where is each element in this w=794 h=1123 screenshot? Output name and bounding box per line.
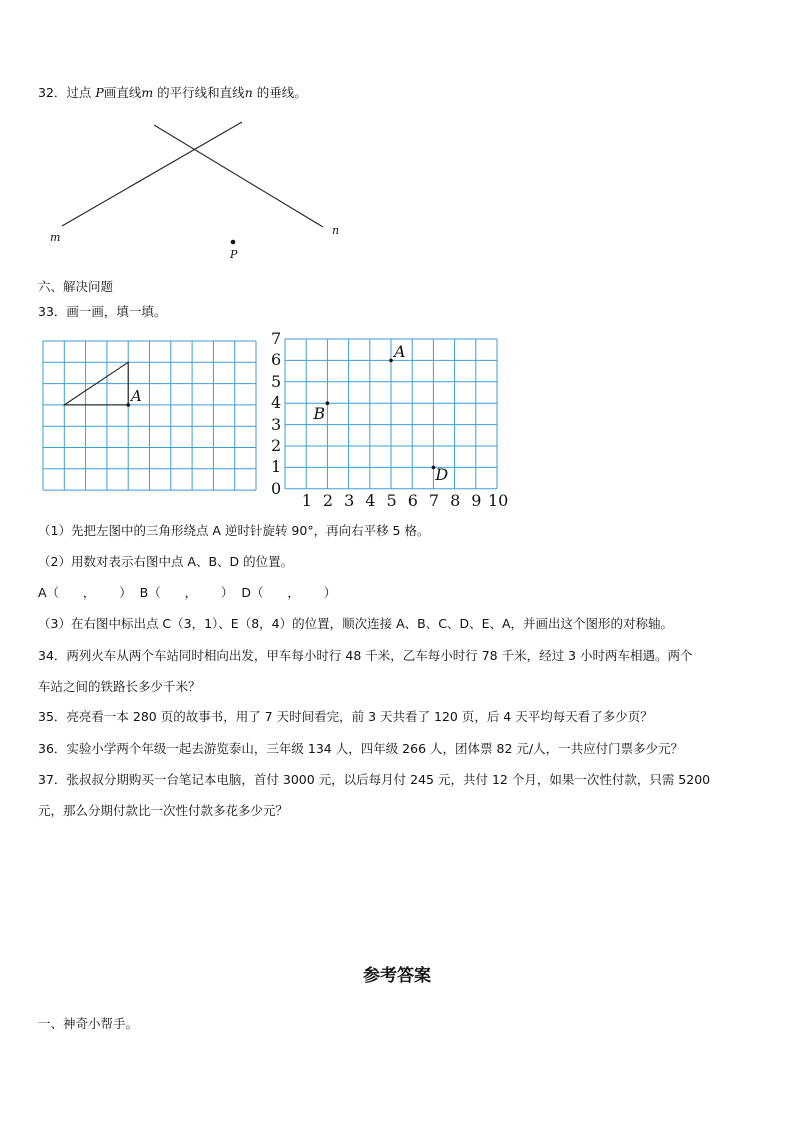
q35-text: 35．亮亮看一本 280 页的故事书，用了 7 天时间看完，前 3 天共看了 120 页，后 4 天平均每天看了多少页？: [38, 709, 653, 724]
left-grid-label-a: A: [131, 387, 142, 405]
q32-figure: [0, 0, 794, 300]
q32-line-n: n: [244, 85, 253, 100]
x-tick-label: 10: [488, 490, 509, 510]
triangle-point-a: [126, 403, 130, 407]
x-tick-label: 7: [428, 490, 440, 510]
answers-title: 参考答案: [363, 966, 431, 986]
line-m: [62, 122, 242, 226]
y-tick-label: 7: [271, 329, 282, 348]
q36-text: 36．实验小学两个年级一起去游览泰山，三年级 134 人，四年级 266 人，团体票 82 元/人，一共应付门票多少元？: [38, 741, 684, 756]
left-grid: [43, 341, 257, 493]
q32-line-m: m: [141, 85, 154, 100]
q32-label: 32．过点: [38, 85, 92, 100]
q37-line2: 元，那么分期付款比一次性付款多花多少元？: [38, 803, 289, 818]
fig-label-m: m: [50, 231, 61, 244]
fig-label-n: n: [332, 224, 340, 237]
point-b-dot: [326, 401, 330, 405]
y-tick-label: 3: [271, 414, 282, 434]
q37-line1: 37．张叔叔分期购买一台笔记本电脑，首付 3000 元，以后每月付 245 元，共付 12 个月，如果一次性付款，只需 5200: [38, 772, 711, 787]
q34-line2: 车站之间的铁路长多少千米？: [38, 679, 201, 694]
x-tick-label: 2: [322, 490, 334, 510]
x-tick-label: 4: [365, 490, 376, 510]
answers-section-1: 一、神奇小帮手。: [38, 1016, 139, 1031]
y-tick-label: 1: [271, 457, 282, 477]
x-tick-label: 6: [407, 490, 418, 510]
q32-end: 的垂线。: [256, 85, 307, 100]
q33-label: 33．画一画，填一填。: [38, 304, 167, 319]
line-n: [154, 125, 323, 227]
fig-label-p: P: [230, 248, 238, 261]
q33-part3: （3）在右图中标出点 C（3，1）、E（8，4）的位置，顺次连接 A、B、C、D、E、A，并画出这个图形的对称轴。: [38, 616, 674, 631]
x-tick-label: 8: [450, 490, 461, 510]
point-a-dot: [389, 359, 393, 363]
q34-line1: 34．两列火车从两个车站同时相向出发，甲车每小时行 48 千米，乙车每小时行 78 千米，经过 3 小时两车相遇。两个: [38, 648, 693, 663]
x-tick-label: 9: [471, 490, 482, 510]
q33-part1: （1）先把左图中的三角形绕点 A 逆时针旋转 90°，再向右平移 5 格。: [38, 523, 430, 538]
q33-answer-blanks: A（ ， ） B（ ， ） D（ ， ）: [38, 585, 337, 600]
q32-mid2: 的平行线和直线: [157, 85, 245, 100]
point-p-dot: [231, 240, 236, 245]
x-tick-label: 5: [386, 490, 397, 510]
point-b-label: B: [313, 404, 326, 424]
q32-point-p: P: [95, 85, 104, 100]
section-6-heading: 六、解决问题: [38, 279, 114, 294]
y-tick-label: 5: [271, 371, 282, 391]
x-tick-label: 3: [344, 490, 355, 510]
y-tick-label: 6: [271, 350, 282, 370]
point-d-label: D: [435, 465, 449, 485]
x-tick-label: 1: [301, 490, 312, 510]
point-a-label: A: [394, 342, 406, 362]
y-tick-label: 0: [271, 478, 282, 498]
y-tick-label: 4: [271, 393, 282, 413]
y-tick-label: 2: [271, 436, 282, 455]
q33-part2: （2）用数对表示右图中点 A、B、D 的位置。: [38, 554, 294, 569]
q32-mid1: 画直线: [103, 85, 142, 100]
